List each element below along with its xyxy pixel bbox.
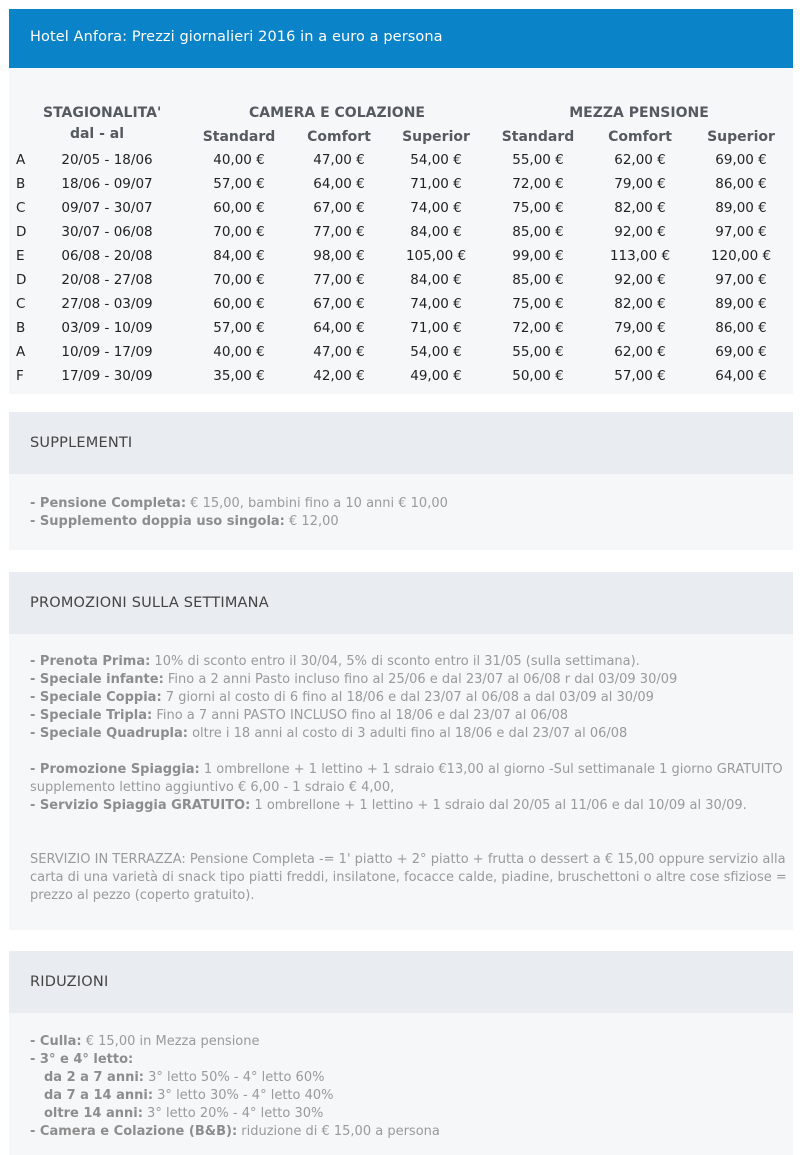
price-cell: 69,00 € [715,344,767,360]
price-cell: 75,00 € [512,200,564,216]
price-cell: 74,00 € [410,296,462,312]
section-title: SUPPLEMENTI [30,435,133,451]
group-header-bb: CAMERA E COLAZIONE [248,105,425,121]
list-item: - Speciale Quadrupla: oltre i 18 anni al costo di 3 adulti fino al 18/06 e dal 23/07 al 06/08 [30,726,628,741]
price-cell: 57,00 € [213,320,265,336]
price-cell: 86,00 € [715,320,767,336]
price-cell: 120,00 € [710,248,772,264]
section-promozioni [9,572,793,930]
group-header-hb: MEZZA PENSIONE [569,105,709,121]
price-cell: 71,00 € [410,320,462,336]
list-item: oltre 14 anni: 3° letto 20% - 4° letto 30% [44,1106,324,1121]
table-row [9,176,793,200]
terrazza-line: carta di una varietà di snack tipo piatti freddi, insilatone, focacce calde, piadine, bruschettoni o altre cose sfiziose = [30,870,787,885]
page-title: Hotel Anfora: Prezzi giornalieri 2016 in a euro a persona [30,29,443,45]
price-cell: 89,00 € [715,200,767,216]
table-row [9,320,793,344]
section-title: RIDUZIONI [30,974,109,990]
price-table [9,68,793,394]
season-period: 10/09 - 17/09 [61,344,153,360]
season-subheader: dal - al [69,126,125,142]
season-period: 17/09 - 30/09 [61,368,153,384]
season-letter: D [16,224,27,240]
season-period: 27/08 - 03/09 [61,296,153,312]
season-header: STAGIONALITA' [43,105,162,121]
subheader-bb-comfort: Comfort [307,129,371,145]
list-item: - Culla: € 15,00 in Mezza pensione [30,1034,260,1049]
price-cell: 64,00 € [715,368,767,384]
price-cell: 49,00 € [410,368,462,384]
section-body [30,495,780,531]
subheader-bb-superior: Superior [402,129,470,145]
price-cell: 92,00 € [614,224,666,240]
price-cell: 72,00 € [512,320,564,336]
price-cell: 67,00 € [313,296,365,312]
page-header [9,9,793,68]
season-period: 20/08 - 27/08 [61,272,153,288]
section-riduzioni [9,951,793,1155]
price-cell: 84,00 € [410,272,462,288]
list-item-continuation: supplemento lettino aggiuntivo € 6,00 - 1 sdraio € 4,00, [30,780,395,795]
list-item: da 2 a 7 anni: 3° letto 50% - 4° letto 60% [44,1070,325,1085]
price-cell: 57,00 € [614,368,666,384]
list-item: - Prenota Prima: 10% di sconto entro il 30/04, 5% di sconto entro il 31/05 (sulla settimana). [30,654,640,669]
season-period: 06/08 - 20/08 [61,248,153,264]
table-row [9,224,793,248]
price-cell: 55,00 € [512,152,564,168]
price-cell: 70,00 € [213,224,265,240]
list-item: - Pensione Completa: € 15,00, bambini fino a 10 anni € 10,00 [30,496,448,511]
section-body [30,1033,780,1141]
price-cell: 84,00 € [213,248,265,264]
price-cell: 85,00 € [512,224,564,240]
price-cell: 97,00 € [715,272,767,288]
price-cell: 62,00 € [614,152,666,168]
price-cell: 47,00 € [313,344,365,360]
price-cell: 97,00 € [715,224,767,240]
section-header [9,951,793,1013]
season-period: 09/07 - 30/07 [61,200,153,216]
section-header [9,412,793,474]
list-item: - Servizio Spiaggia GRATUITO: 1 ombrellone + 1 lettino + 1 sdraio dal 20/05 al 11/06 e dal 10/09 al 30/09. [30,798,747,813]
season-period: 30/07 - 06/08 [61,224,153,240]
list-item: - Promozione Spiaggia: 1 ombrellone + 1 lettino + 1 sdraio €13,00 al giorno -Sul settimanale 1 giorno GRATUITO [30,762,783,777]
price-cell: 40,00 € [213,344,265,360]
season-letter: B [16,176,26,192]
price-cell: 79,00 € [614,176,666,192]
terrazza-line: prezzo al pezzo (coperto gratuito). [30,888,255,903]
price-cell: 84,00 € [410,224,462,240]
table-row [9,368,793,392]
subheader-bb-standard: Standard [202,129,276,145]
price-cell: 89,00 € [715,296,767,312]
price-cell: 40,00 € [213,152,265,168]
price-cell: 77,00 € [313,224,365,240]
price-cell: 55,00 € [512,344,564,360]
section-supplementi [9,412,793,550]
list-item: - Speciale Coppia: 7 giorni al costo di 6 fino al 18/06 e dal 23/07 al 06/08 a dal 03/09 al 30/09 [30,690,654,705]
section-title: PROMOZIONI SULLA SETTIMANA [30,595,269,611]
list-item: - Speciale Tripla: Fino a 7 anni PASTO INCLUSO fino al 18/06 e dal 23/07 al 06/08 [30,708,568,723]
season-letter: C [16,296,26,312]
price-cell: 50,00 € [512,368,564,384]
table-row [9,296,793,320]
price-cell: 54,00 € [410,344,462,360]
price-cell: 72,00 € [512,176,564,192]
price-cell: 113,00 € [609,248,671,264]
subheader-hb-standard: Standard [501,129,575,145]
season-letter: E [16,248,25,264]
table-row [9,248,793,272]
terrazza-line: SERVIZIO IN TERRAZZA: Pensione Completa -= 1' piatto + 2° piatto + frutta o dessert a € 15,00 oppure servizio alla [30,852,786,867]
price-cell: 79,00 € [614,320,666,336]
price-cell: 47,00 € [313,152,365,168]
price-cell: 62,00 € [614,344,666,360]
price-cell: 77,00 € [313,272,365,288]
price-cell: 69,00 € [715,152,767,168]
section-body [30,653,787,905]
subheader-hb-superior: Superior [707,129,775,145]
price-cell: 60,00 € [213,200,265,216]
price-cell: 85,00 € [512,272,564,288]
table-row [9,272,793,296]
price-cell: 105,00 € [405,248,467,264]
season-letter: A [16,344,26,360]
list-item: da 7 a 14 anni: 3° letto 30% - 4° letto 40% [44,1088,334,1103]
price-cell: 54,00 € [410,152,462,168]
price-cell: 60,00 € [213,296,265,312]
price-cell: 98,00 € [313,248,365,264]
price-cell: 99,00 € [512,248,564,264]
season-letter: F [16,368,24,384]
season-letter: B [16,320,26,336]
price-cell: 75,00 € [512,296,564,312]
section-header [9,572,793,634]
season-period: 20/05 - 18/06 [61,152,153,168]
list-item: - Speciale infante: Fino a 2 anni Pasto incluso fino al 25/06 e dal 23/07 al 06/08 r dal 03/09 30/09 [30,672,678,687]
list-item: - Supplemento doppia uso singola: € 12,00 [30,514,339,529]
price-cell: 82,00 € [614,200,666,216]
price-cell: 86,00 € [715,176,767,192]
list-item: - 3° e 4° letto: [30,1052,134,1067]
season-letter: C [16,200,26,216]
price-cell: 92,00 € [614,272,666,288]
price-cell: 82,00 € [614,296,666,312]
price-cell: 74,00 € [410,200,462,216]
table-row [9,344,793,368]
price-cell: 57,00 € [213,176,265,192]
table-row [9,152,793,176]
subheader-hb-comfort: Comfort [608,129,672,145]
price-cell: 67,00 € [313,200,365,216]
season-period: 03/09 - 10/09 [61,320,153,336]
price-cell: 71,00 € [410,176,462,192]
price-cell: 64,00 € [313,176,365,192]
season-period: 18/06 - 09/07 [61,176,153,192]
season-letter: A [16,152,26,168]
price-cell: 42,00 € [313,368,365,384]
price-cell: 64,00 € [313,320,365,336]
price-cell: 35,00 € [213,368,265,384]
season-letter: D [16,272,27,288]
price-cell: 70,00 € [213,272,265,288]
list-item: - Camera e Colazione (B&B): riduzione di € 15,00 a persona [30,1124,440,1139]
table-row [9,200,793,224]
